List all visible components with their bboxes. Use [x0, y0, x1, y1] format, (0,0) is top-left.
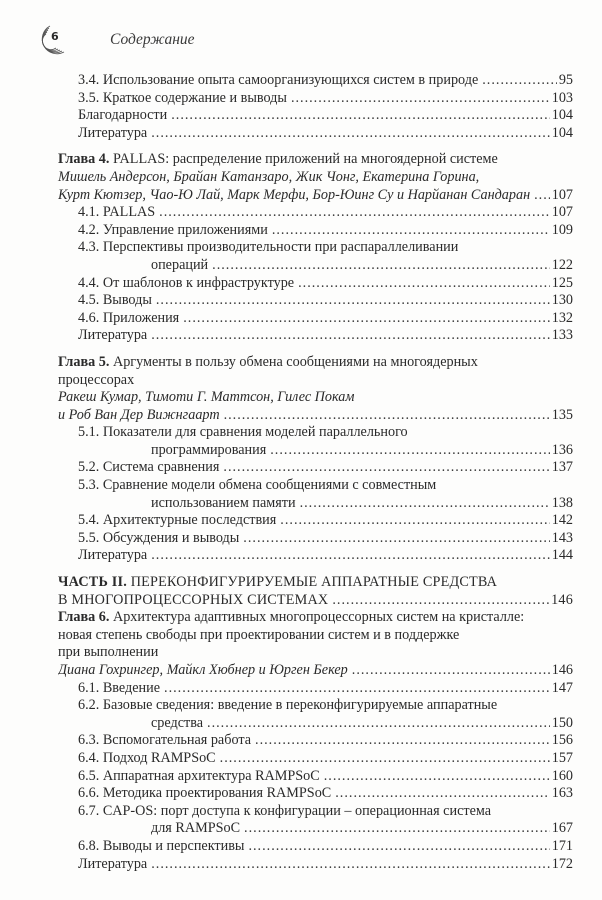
toc-entry-multiline[interactable]: 4.3. Перспективы производительности при распараллеливании	[78, 239, 459, 256]
page-ref: 146	[551, 591, 573, 608]
leader-dots	[272, 222, 550, 240]
chapter-title-cont: процессорах	[58, 371, 135, 388]
toc-entry[interactable]: 6.4. Подход RAMPSoC ..... 157	[58, 750, 573, 768]
toc-entry-continuation[interactable]: для RAMPSoC ..... 167	[58, 820, 573, 838]
page-ref: 133	[551, 327, 573, 344]
page-ref: 144	[551, 547, 573, 564]
page-ref: 142	[551, 512, 573, 529]
leader-dots	[159, 204, 550, 222]
page-number-badge	[36, 22, 68, 62]
part-label: ЧАСТЬ II.	[58, 574, 127, 591]
leader-dots	[280, 512, 549, 530]
page-ref: 104	[551, 107, 573, 124]
toc-entry[interactable]: 6.3. Вспомогательная работа ..... 156	[58, 732, 573, 750]
page-ref: 107	[551, 186, 573, 203]
toc-entry[interactable]: 6.6. Методика проектирования RAMPSoC ..... 163	[58, 785, 573, 803]
leader-dots	[171, 107, 549, 125]
toc-entry[interactable]: 5.4. Архитектурные последствия ..... 142	[58, 512, 573, 530]
page-ref: 107	[551, 204, 573, 221]
chapter-title: PALLAS: распределение приложений на многоядерной системе	[112, 151, 498, 168]
page-ref: 130	[551, 292, 573, 309]
toc-entry[interactable]: 5.2. Система сравнения ..... 137	[58, 459, 573, 477]
page-ref: 156	[551, 732, 573, 749]
toc-entry[interactable]: Литература ..... 133	[58, 327, 573, 345]
toc-entry-continuation[interactable]: операций ..... 122	[58, 257, 573, 275]
leader-dots	[352, 662, 550, 680]
chapter-authors-line[interactable]: и Роб Ван Дер Вижнгаарт ..... 135	[58, 407, 573, 425]
toc-entry[interactable]: 4.4. От шаблонов к инфраструктуре ..... 125	[58, 275, 573, 293]
page-ref: 136	[551, 441, 573, 458]
toc-entry[interactable]: 6.1. Введение ..... 147	[58, 680, 573, 698]
page-ref: 103	[551, 89, 573, 106]
leader-dots	[324, 768, 550, 786]
leader-dots	[243, 530, 549, 548]
toc-entry[interactable]: 4.6. Приложения ..... 132	[58, 310, 573, 328]
toc-entry[interactable]: 6.5. Аппаратная архитектура RAMPSoC ..... 160	[58, 768, 573, 786]
leader-dots	[244, 820, 550, 838]
toc-entry[interactable]: 6.8. Выводы и перспективы ..... 171	[58, 838, 573, 856]
page-ref: 147	[551, 679, 573, 696]
toc-entry[interactable]: Благодарности ..... 104	[58, 107, 573, 125]
toc-entry-continuation[interactable]: программирования ..... 136	[58, 442, 573, 460]
page-ref: 160	[551, 767, 573, 784]
leader-dots	[151, 856, 549, 874]
page-ref: 125	[551, 274, 573, 291]
toc-entry[interactable]: 3.5. Краткое содержание и выводы ..... 103	[58, 90, 573, 108]
page-ref: 150	[551, 714, 573, 731]
chapter-authors-line[interactable]: Курт Кютзер, Чао-Ю Лай, Марк Мерфи, Бор-Юинг Су и Нарйанан Сандаран ..... 107	[58, 187, 573, 205]
toc-entry-continuation[interactable]: использованием памяти ..... 138	[58, 495, 573, 513]
leader-dots	[151, 327, 549, 345]
toc-entry-multiline[interactable]: 6.7. CAP-OS: порт доступа к конфигурации – операционная система	[78, 802, 492, 819]
part-title: ПЕРЕКОНФИГУРИРУЕМЫЕ АППАРАТНЫЕ СРЕДСТВА	[130, 574, 498, 591]
leader-dots	[151, 547, 549, 565]
leader-dots	[332, 592, 549, 610]
page-ref: 146	[551, 662, 573, 678]
toc-entry-multiline[interactable]: 5.3. Сравнение модели обмена сообщениями с совместным	[78, 477, 437, 494]
toc-entry[interactable]: 4.2. Управление приложениями ..... 109	[58, 222, 573, 240]
chapter-heading[interactable]	[58, 354, 573, 372]
page-number: 6	[51, 30, 59, 43]
page-ref: 95	[558, 72, 573, 88]
chapter-label: Глава 4.	[58, 151, 110, 168]
page-ref: 171	[551, 837, 573, 854]
leader-dots	[224, 407, 550, 425]
page-ref: 104	[551, 124, 573, 141]
leader-dots	[207, 715, 550, 733]
leader-dots	[291, 90, 550, 108]
part-heading[interactable]	[58, 574, 573, 592]
page-header	[36, 22, 195, 62]
toc-entry[interactable]: Литература ..... 172	[58, 856, 573, 874]
toc-entry[interactable]: 4.5. Выводы ..... 130	[58, 292, 573, 310]
page-ref: 137	[551, 459, 573, 476]
toc-entry[interactable]: 5.5. Обсуждения и выводы ..... 143	[58, 530, 573, 548]
part-heading-cont[interactable]: В МНОГОПРОЦЕССОРНЫХ СИСТЕМАХ ..... 146	[58, 592, 573, 610]
running-title: Содержание	[110, 31, 195, 48]
page-ref: 172	[551, 855, 573, 872]
page-ref: 109	[551, 221, 573, 238]
page-ref: 122	[551, 256, 573, 273]
page-ref: 167	[551, 820, 573, 837]
toc-entry[interactable]: 4.1. PALLAS ..... 107	[58, 204, 573, 222]
leader-dots	[183, 310, 550, 328]
page-ref: 135	[551, 406, 573, 423]
leader-dots	[335, 785, 549, 803]
toc-entry-continuation[interactable]: средства ..... 150	[58, 715, 573, 733]
leader-dots	[298, 275, 550, 293]
leader-dots	[212, 257, 550, 275]
leader-dots	[534, 187, 550, 205]
leader-dots	[482, 72, 557, 90]
chapter-title: Архитектура адаптивных многопроцессорных систем на кристалле:	[112, 609, 525, 626]
leader-dots	[255, 732, 550, 750]
page-ref: 157	[551, 749, 573, 766]
leader-dots	[300, 495, 550, 513]
chapter-label: Глава 5.	[58, 353, 110, 370]
toc-entry[interactable]: Литература ..... 144	[58, 547, 573, 565]
chapter-authors: Ракеш Кумар, Тимоти Г. Маттсон, Гилес Покам	[58, 389, 355, 406]
leader-dots	[156, 292, 550, 310]
chapter-label: Глава 6.	[58, 609, 110, 626]
chapter-title-cont: новая степень свободы при проектировании систем и в поддержке	[58, 626, 460, 643]
chapter-title-cont: при выполнении	[58, 644, 159, 661]
leader-dots	[151, 125, 549, 143]
leader-dots	[248, 838, 549, 856]
toc-entry-multiline[interactable]: 6.2. Базовые сведения: введение в переконфигурируемые аппаратные	[78, 697, 498, 714]
chapter-heading[interactable]	[58, 151, 573, 169]
page-ref: 138	[551, 494, 573, 511]
leader-dots	[164, 680, 550, 698]
toc-entry[interactable]: 3.4. Использование опыта самоорганизующихся систем в природе ..... 95	[58, 72, 573, 90]
toc-entry[interactable]: Литература ..... 104	[58, 125, 573, 143]
chapter-authors-line[interactable]: Диана Гохрингер, Майкл Хюбнер и Юрген Бекер ..... 146	[58, 662, 573, 680]
table-of-contents	[58, 72, 573, 873]
chapter-authors: Мишель Андерсон, Брайан Катанзаро, Жик Чонг, Екатерина Горина,	[58, 168, 480, 185]
chapter-heading[interactable]	[58, 609, 573, 627]
chapter-title: Аргументы в пользу обмена сообщениями на многоядерных	[112, 353, 478, 370]
leader-dots	[223, 459, 549, 477]
page-ref: 163	[551, 785, 573, 802]
page-ref: 143	[551, 529, 573, 546]
page-ref: 132	[551, 309, 573, 326]
toc-entry-multiline[interactable]: 5.1. Показатели для сравнения моделей параллельного	[78, 424, 408, 441]
leader-dots	[270, 442, 549, 460]
leader-dots	[220, 750, 550, 768]
